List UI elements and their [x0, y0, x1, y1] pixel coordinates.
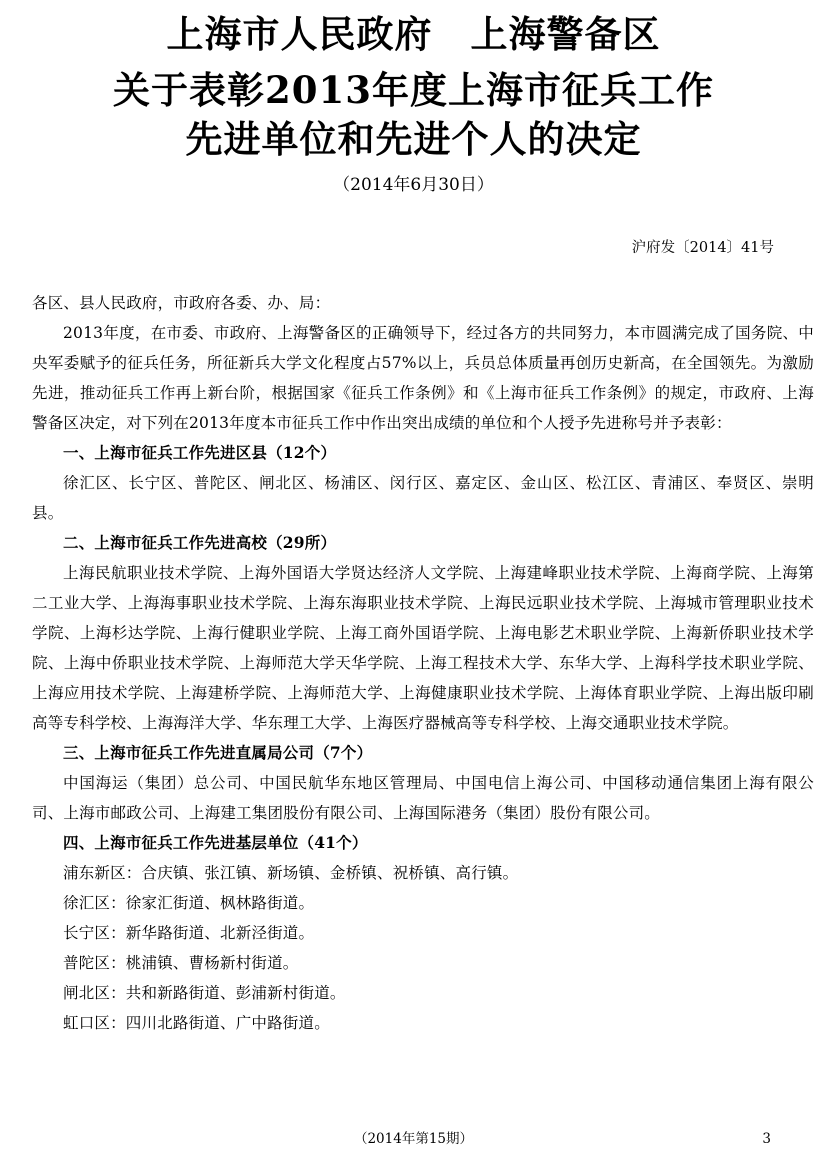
title-line-2: 关于表彰2013年度上海市征兵工作: [113, 68, 714, 112]
title-line-1: 上海市人民政府 上海警备区: [166, 12, 661, 56]
section-4-heading: 四、上海市征兵工作先进基层单位（41个）: [63, 833, 368, 852]
section-4-item: 普陀区：桃浦镇、曹杨新村街道。: [63, 954, 299, 972]
document-date: （2014年6月30日）: [333, 175, 494, 195]
title-line-3: 先进单位和先进个人的决定: [185, 117, 642, 161]
section-4-item: 虹口区：四川北路街道、广中路街道。: [63, 1014, 330, 1032]
section-1-heading: 一、上海市征兵工作先进区县（12个）: [63, 443, 337, 462]
section-4-item: 浦东新区：合庆镇、张江镇、新场镇、金桥镇、祝桥镇、高行镇。: [63, 864, 519, 882]
salutation: 各区、县人民政府，市政府各委、办、局：: [32, 294, 331, 312]
section-2-heading: 二、上海市征兵工作先进高校（29所）: [63, 533, 337, 552]
section-1-content: 徐汇区、长宁区、普陀区、闸北区、杨浦区、闵行区、嘉定区、金山区、松江区、青浦区、奉贤区、崇明县。: [32, 474, 814, 522]
section-2-content: 上海民航职业技术学院、上海外国语大学贤达经济人文学院、上海建峰职业技术学院、上海商学院、上海第二工业大学、上海海事职业技术学院、上海东海职业技术学院、上海民远职业技术学院、上海城市管理职业技术学院、上海杉达学院、上海行健职业学院、上海工商外国语学院、上海电影艺术职业学院、上海新侨职业技术学院、上海中侨职业技术学院、上海师范大学天华学院、上海工程技术大学、东华大学、上海科学技术职业学院、上海应用技术学院、上海建桥学院、上海师范大学、上海健康职业技术学院、上海体育职业学院、上海出版印刷高等专科学校、上海海洋大学、华东理工大学、上海医疗器械高等专科学校、上海交通职业技术学院。: [32, 564, 814, 732]
section-3-heading: 三、上海市征兵工作先进直属局公司（7个）: [63, 743, 373, 762]
document-number: 沪府发〔2014〕41号: [631, 240, 774, 256]
page-number: 3: [762, 1131, 771, 1147]
section-4-item: 闸北区：共和新路街道、彭浦新村街道。: [63, 984, 346, 1002]
page-footer: [0, 1128, 827, 1150]
intro-paragraph: 2013年度，在市委、市政府、上海警备区的正确领导下，经过各方的共同努力，本市圆满完成了国务院、中央军委赋予的征兵任务，所征新兵大学文化程度占57%以上，兵员总体质量再创历史新高，在全国领先。为激励先进，推动征兵工作再上新台阶，根据国家《征兵工作条例》和《上海市征兵工作条例》的规定，市政府、上海警备区决定，对下列在2013年度本市征兵工作中作出突出成绩的单位和个人授予先进称号并予表彰：: [32, 324, 814, 432]
section-4-item: 徐汇区：徐家汇街道、枫林路街道。: [63, 894, 315, 912]
issue-label: （2014年第15期）: [353, 1131, 474, 1147]
document-body: [32, 288, 814, 1038]
section-3-content: 中国海运（集团）总公司、中国民航华东地区管理局、中国电信上海公司、中国移动通信集团上海有限公司、上海市邮政公司、上海建工集团股份有限公司、上海国际港务（集团）股份有限公司。: [32, 774, 814, 822]
section-4-item: 长宁区：新华路街道、北新泾街道。: [63, 924, 315, 942]
